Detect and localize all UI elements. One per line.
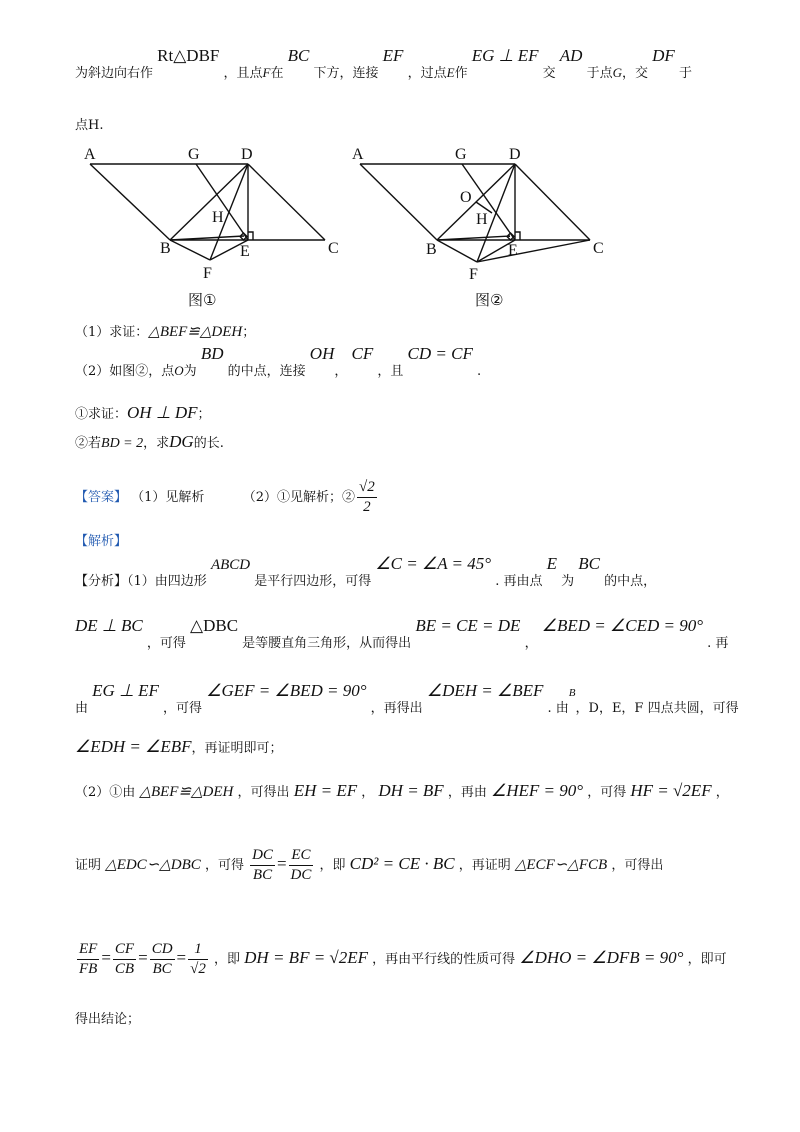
- fig1-label-e: E: [240, 243, 250, 260]
- math-segment-ad: AD: [559, 46, 583, 65]
- analysis-line-2: [75, 616, 729, 652]
- fig1-caption: 图①: [188, 291, 217, 309]
- answer-fraction: [357, 478, 377, 517]
- fraction-numerator: 1: [188, 940, 208, 960]
- fraction-cf-cb: [113, 940, 136, 979]
- text-segment: 证明: [75, 857, 102, 873]
- figure-1-labels: [84, 146, 339, 309]
- math-bd-equals-2: BD = 2: [101, 436, 144, 451]
- fraction-ec-dc: [289, 846, 314, 885]
- text-segment: 于: [678, 66, 692, 81]
- fig1-label-b: B: [160, 240, 171, 257]
- math-point-g: G: [612, 65, 622, 80]
- analysis-subtag: 【分析】: [75, 574, 128, 589]
- analysis-tag: 【解析】: [75, 534, 128, 549]
- fig2-label-f: F: [469, 266, 478, 283]
- text-segment: ，D，E，F 四点共圆，可得: [575, 701, 739, 716]
- fig2-label-c: C: [593, 240, 604, 257]
- text-segment: 为斜边向右作: [75, 66, 154, 81]
- text-segment: ，: [361, 785, 375, 800]
- fraction-denominator: 2: [363, 498, 371, 515]
- text-segment: . 再: [707, 636, 729, 651]
- answer-part-2: （2）①见解析；②: [242, 489, 355, 505]
- math-segment-df: DF: [652, 46, 675, 65]
- analysis-line-6: [75, 846, 663, 885]
- math-segment-cf: CF: [351, 344, 374, 363]
- text-segment: 在: [270, 66, 284, 81]
- figure-2: [360, 164, 590, 262]
- text-segment: ，: [715, 785, 729, 800]
- text-segment: ，再由: [447, 785, 487, 800]
- text-segment: （2）如图②，点: [75, 364, 175, 379]
- text-segment: ，: [524, 636, 538, 651]
- equals-sign: =: [138, 947, 148, 967]
- text-segment: ，: [334, 364, 348, 379]
- fraction-1-root2: [188, 940, 208, 979]
- text-segment: ，且点: [223, 66, 263, 81]
- math-angle-edh: ∠EDH = ∠EBF: [75, 737, 192, 756]
- fraction-numerator: √2: [357, 478, 377, 498]
- text-segment: 是等腰直角三角形，从而得出: [242, 636, 412, 651]
- sub-question-2: [75, 432, 224, 453]
- problem-statement-line-1: [75, 46, 692, 82]
- analysis-line-1: [75, 554, 657, 590]
- math-point-b: B: [568, 687, 576, 699]
- text-segment: ；: [242, 325, 256, 340]
- text-segment: （1）求证：: [75, 325, 149, 340]
- math-similarity-edc-dbc: △EDC∽△DBC: [105, 856, 201, 873]
- answer-part-1: （1）见解析: [131, 489, 205, 505]
- geometry-figures: [0, 135, 800, 320]
- math-congruence: △BEF≌△DEH: [139, 784, 234, 800]
- math-angle-bed-ced: ∠BED = ∠CED = 90°: [541, 616, 704, 635]
- text-segment: 由: [75, 701, 89, 716]
- text-segment: ；: [197, 407, 211, 422]
- text-segment: 的中点，: [604, 574, 657, 589]
- fig2-label-o: O: [460, 189, 472, 206]
- answer-tag: 【答案】: [75, 489, 128, 505]
- text-segment: ，再证明即可；: [191, 741, 283, 756]
- sub-question-1: [75, 403, 211, 423]
- math-similarity-ecf-fcb: △ECF∽△FCB: [514, 856, 608, 873]
- math-angle-gef: ∠GEF = ∠BED = 90°: [206, 681, 367, 700]
- text-segment: 为: [183, 364, 197, 379]
- text-segment: 为: [561, 574, 575, 589]
- analysis-line-5: [75, 781, 729, 801]
- text-segment: ，即: [319, 857, 346, 873]
- text-segment: 作: [454, 66, 468, 81]
- text-segment: ，再证明: [458, 857, 511, 873]
- fraction-numerator: EF: [77, 940, 99, 960]
- fig2-label-e: E: [508, 242, 518, 259]
- math-dh-bf-root2-ef: DH = BF = √2EF: [244, 947, 369, 967]
- fig2-label-g: G: [455, 146, 467, 163]
- math-segment-bc: BC: [578, 554, 601, 573]
- text-segment: ，即: [214, 951, 241, 967]
- equals-sign: =: [176, 947, 187, 967]
- text-segment: 的长.: [193, 436, 224, 451]
- fraction-numerator: EC: [289, 846, 314, 866]
- math-segment-dg: DG: [169, 432, 194, 451]
- figure-1: [90, 164, 325, 260]
- math-quadrilateral-abcd: ABCD: [210, 557, 251, 573]
- text-segment: （1）由四边形: [127, 574, 207, 589]
- math-segment-oh: OH: [309, 344, 335, 363]
- text-segment: （2）①由: [75, 785, 136, 800]
- math-rt-triangle-dbf: Rt△DBF: [157, 46, 220, 65]
- math-triangle-dbc: △DBC: [190, 616, 239, 635]
- math-be-ce-de: BE = CE = DE: [415, 616, 521, 635]
- text-segment: ，可得: [587, 785, 627, 800]
- text-segment: ，即可: [687, 951, 727, 967]
- math-angle-deh: ∠DEH = ∠BEF: [426, 681, 544, 700]
- question-2: [75, 344, 482, 380]
- text-segment: ①求证：: [75, 407, 128, 422]
- math-eg-perp-ef: EG ⊥ EF: [471, 46, 539, 65]
- math-angle-hef: ∠HEF = 90°: [490, 781, 584, 800]
- fraction-dc-bc: [250, 846, 275, 885]
- fig1-label-c: C: [328, 240, 339, 257]
- fig2-label-a: A: [352, 146, 364, 163]
- fig2-label-b: B: [426, 241, 437, 258]
- math-angle-c-45: ∠C = ∠A = 45°: [375, 554, 492, 573]
- analysis-line-3: [75, 681, 739, 717]
- fig2-label-d: D: [509, 146, 521, 163]
- text-segment: ，交: [621, 66, 648, 81]
- text-segment: . 再由点: [495, 574, 543, 589]
- text-segment: ，求: [143, 436, 170, 451]
- fig2-label-h: H: [476, 211, 488, 228]
- fig1-label-f: F: [203, 265, 212, 282]
- math-segment-ef: EF: [382, 46, 404, 65]
- fig2-caption: 图②: [475, 291, 504, 309]
- fraction-denominator: CB: [114, 960, 135, 977]
- fraction-numerator: CD: [150, 940, 175, 960]
- text-segment: 下方，连接: [313, 66, 379, 81]
- math-segment-bc: BC: [287, 46, 310, 65]
- problem-statement-line-2: 点H.: [75, 118, 104, 133]
- fig1-label-d: D: [241, 146, 253, 163]
- text-segment: ，再由平行线的性质可得: [372, 951, 516, 967]
- math-congruence: △BEF≌△DEH: [148, 324, 243, 340]
- figure-2-labels: [352, 146, 604, 309]
- math-point-o: O: [174, 363, 184, 378]
- text-segment: ，再得出: [370, 701, 423, 716]
- math-angle-dho: ∠DHO = ∠DFB = 90°: [519, 947, 684, 967]
- math-eg-perp-ef: EG ⊥ EF: [92, 681, 159, 700]
- analysis-line-4: [75, 737, 283, 757]
- math-de-perp-bc: DE ⊥ BC: [75, 616, 143, 635]
- fraction-denominator: BC: [252, 866, 273, 883]
- fraction-numerator: DC: [250, 846, 275, 866]
- text-segment: ，可得出: [611, 857, 664, 873]
- math-hf-root2-ef: HF = √2EF: [630, 781, 712, 800]
- math-eh-equals-ef: EH = EF: [293, 781, 358, 800]
- math-oh-perp-df: OH ⊥ DF: [127, 403, 198, 422]
- text-segment: 交: [542, 66, 556, 81]
- text-segment: 的中点，连接: [227, 364, 306, 379]
- fig1-label-h: H: [212, 209, 224, 226]
- fraction-cd-bc: [150, 940, 175, 979]
- equals-sign: =: [101, 947, 111, 967]
- fraction-numerator: CF: [113, 940, 136, 960]
- equals-sign: =: [276, 853, 287, 873]
- fraction-denominator: BC: [152, 960, 172, 977]
- fraction-ef-fb: [77, 940, 99, 979]
- analysis-line-7: [75, 940, 727, 979]
- text-segment: ②若: [75, 436, 102, 451]
- text-segment: ，过点: [407, 66, 447, 81]
- math-point-e: E: [446, 65, 455, 80]
- text-segment: ，可得: [146, 636, 186, 651]
- math-point-e: E: [546, 554, 557, 573]
- question-1: [75, 323, 255, 341]
- fraction-denominator: FB: [79, 960, 98, 977]
- fig1-label-a: A: [84, 146, 96, 163]
- text-segment: 是平行四边形，可得: [254, 574, 372, 589]
- math-cd-squared: CD² = CE · BC: [349, 853, 455, 873]
- analysis-line-8: 得出结论；: [75, 1012, 141, 1027]
- answer-line: [75, 478, 379, 517]
- math-segment-bd: BD: [200, 344, 224, 363]
- text-segment: ，可得出: [237, 785, 290, 800]
- text-segment: . 由: [547, 701, 569, 716]
- math-cd-equals-cf: CD = CF: [407, 344, 473, 363]
- fraction-denominator: √2: [190, 960, 206, 977]
- fig1-label-g: G: [188, 146, 200, 163]
- text-segment: 于点: [586, 66, 613, 81]
- text-segment: ，且: [377, 364, 404, 379]
- math-dh-equals-bf: DH = BF: [378, 781, 444, 800]
- text-segment: .: [477, 364, 482, 379]
- math-point-f: F: [262, 65, 271, 80]
- fraction-denominator: DC: [290, 866, 312, 883]
- text-segment: ，可得: [204, 857, 244, 873]
- text-segment: ，可得: [163, 701, 203, 716]
